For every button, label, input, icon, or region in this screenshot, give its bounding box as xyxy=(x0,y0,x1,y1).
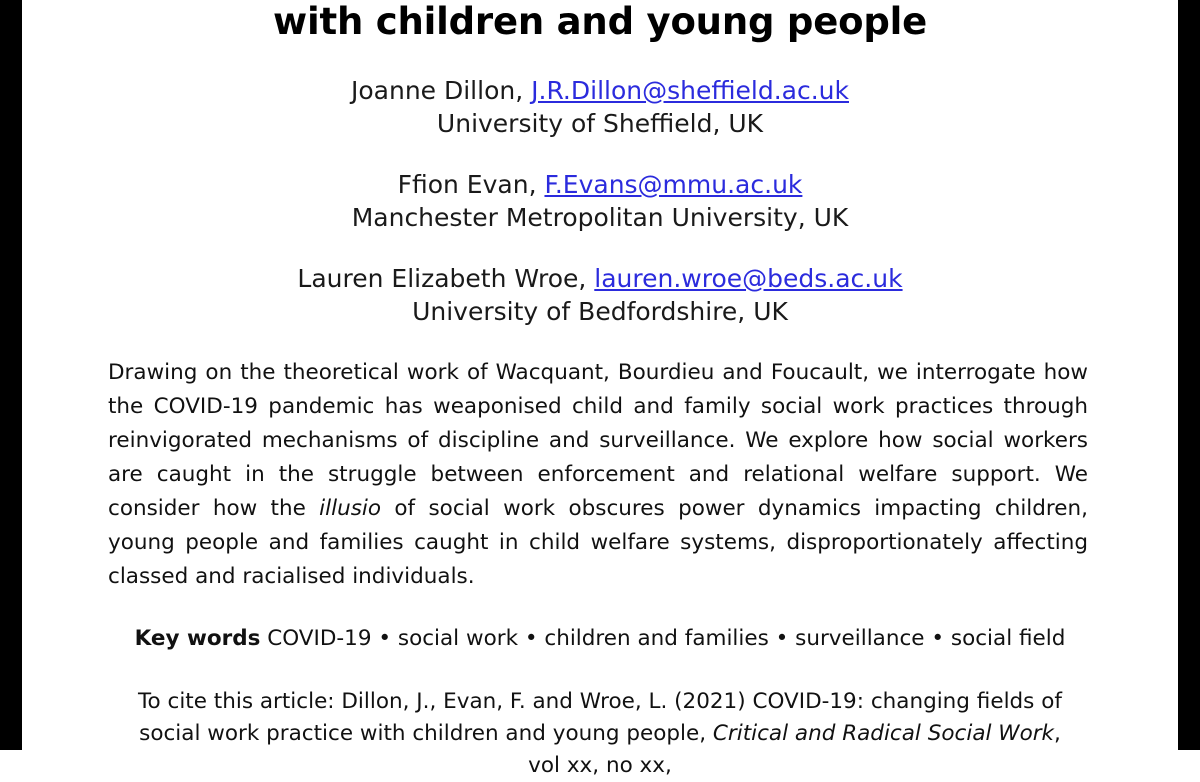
keywords-label: Key words xyxy=(134,626,261,651)
author-entry xyxy=(22,74,1178,140)
keywords-line xyxy=(22,624,1178,654)
abstract-part-two: of social work obscures power dynamics impacting children, young people and families caught in child welfare systems, disproportionately affecting classed and racialised individuals. xyxy=(108,496,1088,589)
author-email-link[interactable]: J.R.Dillon@sheffield.ac.uk xyxy=(531,76,849,105)
citation-journal-name: Critical and Radical Social Work xyxy=(712,721,1055,746)
author-affiliation: Manchester Metropolitan University, UK xyxy=(351,203,849,232)
author-name: Ffion Evan, xyxy=(397,170,545,199)
page-left-edge-bar xyxy=(0,0,22,750)
author-email-link[interactable]: F.Evans@mmu.ac.uk xyxy=(544,170,803,199)
author-affiliation: University of Bedfordshire, UK xyxy=(412,297,788,326)
page-title: with children and young people xyxy=(273,0,927,43)
keywords-values: COVID-19 • social work • children and families • surveillance • social field xyxy=(267,626,1066,651)
author-entry xyxy=(22,262,1178,328)
author-entry xyxy=(22,168,1178,234)
author-name: Lauren Elizabeth Wroe, xyxy=(297,264,595,293)
author-name-line xyxy=(22,74,1178,107)
author-affiliation: University of Sheffield, UK xyxy=(436,109,764,138)
author-list xyxy=(22,74,1178,328)
abstract-italic-term: illusio xyxy=(319,496,382,521)
abstract-part-one: Drawing on the theoretical work of Wacquant, Bourdieu and Foucault, we interrogate how the COVID-19 pandemic has weaponised child and family social work practices through reinvigorated mechanisms of discipline and surveillance. We explore how social workers are caught in the struggle between enforcement and relational welfare support. We consider how the xyxy=(108,360,1088,521)
citation-part-one: To cite this article: Dillon, J., Evan, F. and Wroe, L. (2021) COVID-19: changing fields of social work practice with children and young people, xyxy=(138,689,1062,746)
author-name-line xyxy=(22,262,1178,295)
author-name-line xyxy=(22,168,1178,201)
author-name: Joanne Dillon, xyxy=(350,76,532,105)
abstract-text xyxy=(108,356,1088,594)
citation-line xyxy=(122,686,1078,782)
citation-part-two: , vol xx, no xx, xyxy=(528,721,1061,778)
page-right-edge-bar xyxy=(1178,0,1200,750)
article-content xyxy=(22,0,1178,778)
author-email-link[interactable]: lauren.wroe@beds.ac.uk xyxy=(594,264,903,293)
